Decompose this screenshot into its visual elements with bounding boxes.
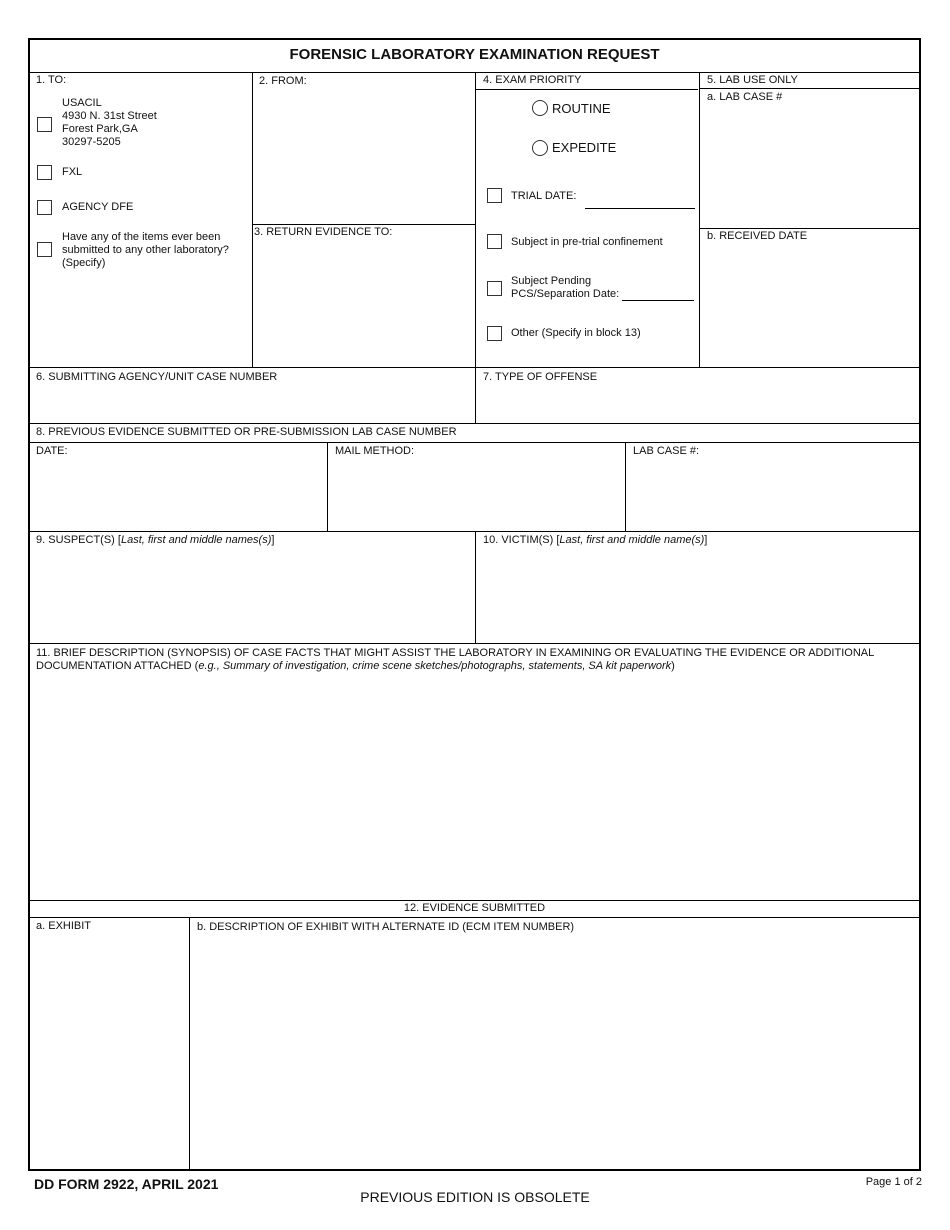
rule	[252, 224, 475, 225]
synopsis-field[interactable]	[34, 678, 915, 896]
trial-date-field[interactable]	[587, 193, 697, 209]
suspects-field[interactable]	[34, 550, 471, 640]
rule	[30, 442, 919, 443]
usacil-checkbox[interactable]	[37, 117, 52, 132]
rule	[475, 89, 698, 90]
usacil-line-2: 4930 N. 31st Street	[62, 110, 157, 122]
rule	[699, 88, 919, 89]
fxl-checkbox[interactable]	[37, 165, 52, 180]
rule	[475, 72, 476, 367]
trial-date-label: TRIAL DATE:	[511, 190, 577, 202]
block10-italic: Last, first and middle name(s)	[559, 534, 705, 546]
other-lab-line-2: submitted to any other laboratory?	[62, 244, 229, 256]
rule	[475, 367, 476, 423]
trial-date-checkbox[interactable]	[487, 188, 502, 203]
rule	[30, 423, 919, 424]
block9-prefix: 9. SUSPECT(S) [	[36, 534, 121, 546]
block2-label: 2. FROM:	[259, 75, 307, 87]
rule	[30, 643, 919, 644]
pending-line-1: Subject Pending	[511, 275, 592, 287]
prev-date-label: DATE:	[36, 445, 68, 457]
exhibit-description-label: b. DESCRIPTION OF EXHIBIT WITH ALTERNATE ID (ECM ITEM NUMBER)	[197, 921, 575, 933]
block12-label: 12. EVIDENCE SUBMITTED	[403, 902, 546, 914]
usacil-line-3: Forest Park,GA	[62, 123, 138, 135]
block10-suffix: ]	[704, 534, 708, 546]
prev-lab-case-label: LAB CASE #:	[633, 445, 700, 457]
rule	[327, 442, 328, 531]
rule	[625, 442, 626, 531]
agency-dfe-label: AGENCY DFE	[62, 201, 134, 213]
routine-radio[interactable]	[532, 100, 548, 116]
block3-label: 3. RETURN EVIDENCE TO:	[254, 226, 393, 238]
fxl-label: FXL	[62, 166, 83, 178]
other-lab-line-1: Have any of the items ever been	[62, 231, 221, 243]
block8-label: 8. PREVIOUS EVIDENCE SUBMITTED OR PRE-SUBMISSION LAB CASE NUMBER	[36, 426, 457, 438]
form-number: DD FORM 2922, APRIL 2021	[34, 1176, 219, 1192]
block5-label: 5. LAB USE ONLY	[707, 74, 798, 86]
pending-pcs-checkbox[interactable]	[487, 281, 502, 296]
rule	[699, 228, 919, 229]
received-date-label: b. RECEIVED DATE	[707, 230, 808, 242]
block9-italic: Last, first and middle names(s)	[120, 534, 272, 546]
block11-line-1: 11. BRIEF DESCRIPTION (SYNOPSIS) OF CASE FACTS THAT MIGHT ASSIST THE LABORATORY IN EXAMINING OR EVALUATING THE EVIDENCE OR ADDITIONAL	[36, 647, 875, 659]
pending-line-2: PCS/Separation Date:	[511, 288, 620, 300]
agency-case-number-field[interactable]	[36, 390, 474, 420]
mail-method-label: MAIL METHOD:	[335, 445, 415, 457]
usacil-line-1: USACIL	[62, 97, 102, 109]
routine-label: ROUTINE	[552, 101, 611, 116]
lab-case-field[interactable]	[703, 106, 915, 224]
pretrial-checkbox[interactable]	[487, 234, 502, 249]
exhibit-description-field[interactable]	[194, 936, 915, 1168]
edition-notice: PREVIOUS EDITION IS OBSOLETE	[360, 1189, 590, 1205]
pretrial-label: Subject in pre-trial confinement	[511, 236, 663, 248]
return-evidence-field[interactable]	[256, 242, 472, 364]
received-date-field[interactable]	[703, 246, 915, 364]
pcs-date-field[interactable]	[624, 285, 696, 301]
block7-label: 7. TYPE OF OFFENSE	[483, 371, 598, 383]
usacil-line-4: 30297-5205	[62, 136, 121, 148]
block9-suffix: ]	[271, 534, 275, 546]
from-field[interactable]	[256, 90, 472, 220]
lab-case-label: a. LAB CASE #	[707, 91, 783, 103]
exhibit-label: a. EXHIBIT	[36, 920, 92, 932]
block11-suffix: )	[671, 660, 675, 672]
expedite-radio[interactable]	[532, 140, 548, 156]
page-number: Page 1 of 2	[865, 1176, 922, 1188]
prev-date-field[interactable]	[34, 460, 324, 528]
block4-label: 4. EXAM PRIORITY	[483, 74, 582, 86]
rule	[475, 531, 476, 643]
expedite-label: EXPEDITE	[552, 140, 617, 155]
mail-method-field[interactable]	[331, 460, 621, 528]
other-lab-checkbox[interactable]	[37, 242, 52, 257]
rule	[699, 72, 700, 367]
prev-lab-case-field[interactable]	[629, 460, 915, 528]
other-priority-checkbox[interactable]	[487, 326, 502, 341]
rule	[189, 917, 190, 1171]
rule	[30, 900, 919, 901]
offense-type-field[interactable]	[482, 390, 918, 420]
other-priority-label: Other (Specify in block 13)	[511, 327, 641, 339]
other-lab-line-3: (Specify)	[62, 257, 106, 269]
block11-prefix: DOCUMENTATION ATTACHED (	[36, 660, 199, 672]
rule	[30, 917, 919, 918]
block9-label	[36, 534, 274, 547]
victims-field[interactable]	[479, 550, 915, 640]
block6-label: 6. SUBMITTING AGENCY/UNIT CASE NUMBER	[36, 371, 278, 383]
exhibit-field[interactable]	[34, 936, 186, 1168]
forensic-request-form	[28, 38, 921, 1171]
agency-dfe-checkbox[interactable]	[37, 200, 52, 215]
block10-prefix: 10. VICTIM(S) [	[483, 534, 560, 546]
rule	[252, 72, 253, 367]
form-title: FORENSIC LABORATORY EXAMINATION REQUEST	[289, 46, 660, 63]
block10-label	[483, 534, 707, 547]
block11-line-2	[36, 660, 675, 673]
block11-italic: e.g., Summary of investigation, crime scene sketches/photographs, statements, SA kit paperwork	[198, 660, 672, 672]
block1-label: 1. TO:	[36, 74, 67, 86]
